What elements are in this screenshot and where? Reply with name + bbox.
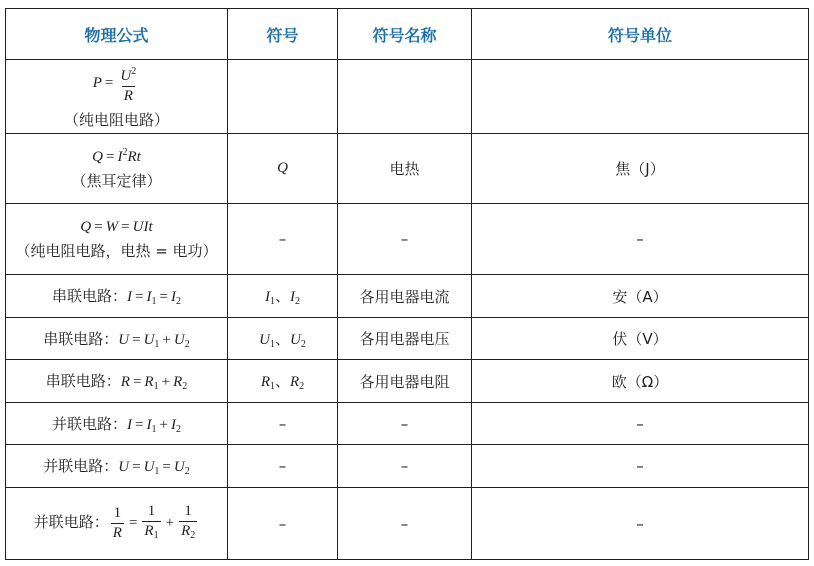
header-row [6, 9, 809, 60]
symbol-cell: $I_1$、$I_2$ [228, 275, 338, 318]
symbol-name-cell [338, 60, 472, 134]
symbol-cell: – [228, 488, 338, 560]
formula-note: （纯电阻电路） [63, 111, 169, 129]
formula-cell [6, 275, 228, 318]
symbol-unit-cell: 欧（Ω） [472, 360, 809, 403]
fraction: $\frac{U^2}{R}$ [120, 66, 137, 104]
formula-cell [6, 403, 228, 445]
header-symbol: 符号 [228, 9, 338, 60]
formula-prefix: 并联电路： [33, 512, 109, 531]
symbol-unit-cell: – [472, 403, 809, 445]
fraction: $\frac{1}{R_1}$ [142, 503, 160, 544]
header-formula: 物理公式 [6, 9, 228, 60]
symbol-cell [228, 60, 338, 134]
header-symbol-unit: 符号单位 [472, 9, 809, 60]
formula-note: （纯电阻电路，电热 = 电功） [15, 242, 218, 260]
formula-cell [6, 488, 228, 560]
symbol-cell: Q [228, 134, 338, 204]
symbol-cell: $U_1$、$U_2$ [228, 318, 338, 360]
physics-formula-table [5, 8, 809, 560]
table-row [6, 445, 809, 488]
symbol-unit-cell: 焦（J） [472, 134, 809, 204]
symbol-name-cell: 电热 [338, 134, 472, 204]
formula-cell [6, 204, 228, 275]
formula: $U = U_1 = U_2$ [118, 459, 190, 477]
table-row [6, 403, 809, 445]
formula-cell [6, 60, 228, 134]
symbol-cell: – [228, 403, 338, 445]
table-row [6, 204, 809, 275]
formula-cell [6, 445, 228, 488]
symbol-name-cell: – [338, 403, 472, 445]
symbol-cell: $R_1$、$R_2$ [228, 360, 338, 403]
formula-prefix: 并联电路： [43, 457, 119, 475]
symbol-name-cell: – [338, 445, 472, 488]
symbol-name-cell: – [338, 204, 472, 275]
formula: P = $\frac{U^2}{R}$ [93, 75, 140, 91]
formula: $R = R_1 + R_2$ [120, 374, 188, 392]
symbol-unit-cell: – [472, 445, 809, 488]
fraction: $\frac{1}{R_2}$ [179, 503, 197, 544]
formula-note: （焦耳定律） [71, 171, 162, 190]
formula: $I = I_1 + I_2$ [127, 416, 181, 435]
formula: $I = I_1 = I_2$ [127, 289, 181, 307]
formula-cell [6, 360, 228, 403]
symbol-unit-cell [472, 60, 809, 134]
formula: $Q = I^2Rt$ [92, 146, 141, 165]
header-symbol-name: 符号名称 [338, 9, 472, 60]
symbol-name-cell: 各用电器电阻 [338, 360, 472, 403]
formula: $\frac{1}{R}$ = $\frac{1}{R_1}$ + $\frac{1}{R_2}$ [109, 515, 199, 531]
table-row [6, 134, 809, 204]
table-row [6, 360, 809, 403]
symbol-name-cell: 各用电器电压 [338, 318, 472, 360]
formula-prefix: 串联电路： [52, 287, 128, 305]
symbol-unit-cell: 安（A） [472, 275, 809, 318]
symbol-cell: – [228, 204, 338, 275]
symbol-unit-cell: 伏（V） [472, 318, 809, 360]
symbol-cell: – [228, 445, 338, 488]
symbol-unit-cell: – [472, 204, 809, 275]
formula-prefix: 串联电路： [43, 329, 119, 348]
symbol-name-cell: – [338, 488, 472, 560]
table-row [6, 318, 809, 360]
symbol-name-cell: 各用电器电流 [338, 275, 472, 318]
table-row [6, 60, 809, 134]
formula: Q = W = UIt [80, 219, 153, 235]
formula-cell [6, 318, 228, 360]
formula-prefix: 并联电路： [52, 414, 128, 433]
table-row [6, 275, 809, 318]
table-row [6, 488, 809, 560]
symbol-unit-cell: – [472, 488, 809, 560]
formula: $U = U_1 + U_2$ [118, 331, 190, 350]
fraction: $\frac{1}{R}$ [112, 505, 122, 541]
formula-prefix: 串联电路： [45, 372, 121, 390]
formula-cell [6, 134, 228, 204]
